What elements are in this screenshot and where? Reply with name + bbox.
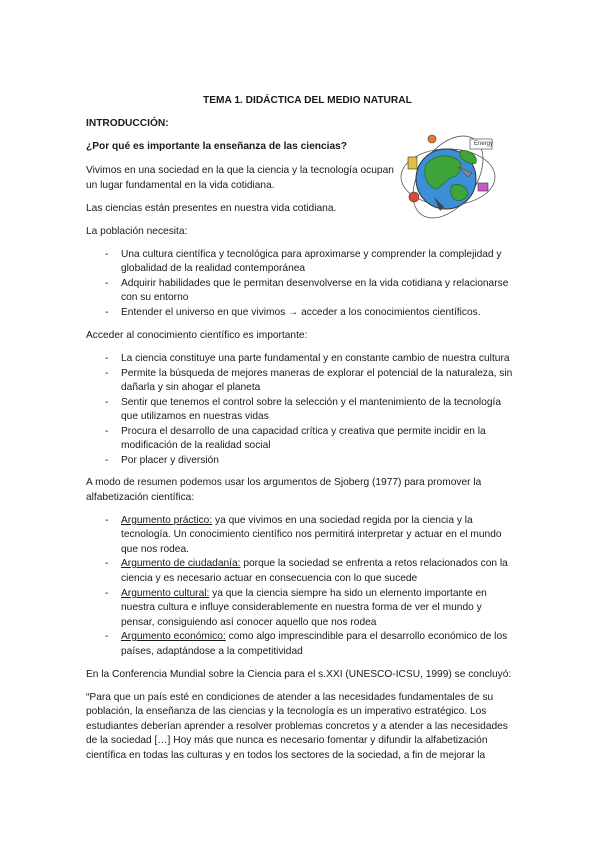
list-item: que nos rodea. <box>121 544 189 555</box>
list-bullet: - <box>105 278 109 289</box>
list-bullet: - <box>105 558 109 569</box>
list-bullet: - <box>105 249 109 260</box>
document-title: TEMA 1. DIDÁCTICA DEL MEDIO NATURAL <box>203 95 412 106</box>
paragraph: En la Conferencia Mundial sobre la Ciencia para el s.XXI (UNESCO-ICSU, 1999) se concluyó: <box>86 669 512 680</box>
list-item: modificación de la realidad social <box>121 440 271 451</box>
argument-term: Argumento práctico: <box>121 515 213 526</box>
list-item: con su entorno <box>121 292 189 303</box>
list-item: Entender el universo en que vivimos → acceder a los conocimientos científicos. <box>121 307 481 318</box>
list-item: dañarla y sin ahogar el planeta <box>121 382 261 393</box>
quote-line: de la sociedad […] Hoy más que nunca es necesario fomentar y difundir la alfabetización <box>86 735 488 746</box>
list-bullet: - <box>105 397 109 408</box>
list-item: Una cultura científica y tecnológica para aproximarse y comprender la complejidad y <box>121 249 502 260</box>
list-item: países, adaptándose a la competitividad <box>121 646 303 657</box>
paragraph: Las ciencias están presentes en nuestra vida cotidiana. <box>86 203 337 214</box>
paragraph-line: un lugar fundamental en la vida cotidiana. <box>86 180 275 191</box>
illustration-label: Energy <box>474 141 494 147</box>
list-bullet: - <box>105 515 109 526</box>
paragraph: La población necesita: <box>86 226 188 237</box>
list-item: nuestra cultura e influye considerablemente en nuestra forma de ver el mundo y <box>121 602 482 613</box>
quote-line: científica en todas las culturas y en todos los sectores de la sociedad, a fin de mejorar la <box>86 750 486 761</box>
quote-line: estudiantes deberían aprender a resolver problemas concretos y a atender a las necesidades <box>86 721 508 732</box>
argument-term: Argumento de ciudadanía: <box>121 558 241 569</box>
list-item: globalidad de la realidad contemporánea <box>121 263 306 274</box>
list-item: Sentir que tenemos el control sobre la selección y el mantenimiento de la tecnología <box>121 397 501 408</box>
argument-term: Argumento económico: <box>121 631 226 642</box>
list-bullet: - <box>105 353 109 364</box>
list-item: Permite la búsqueda de mejores maneras de explorar el potencial de la naturaleza, sin <box>121 368 513 379</box>
list-item: tecnología. Un conocimiento científico nos permitirá interpretar y actuar en el mundo <box>121 529 502 540</box>
list-bullet: - <box>105 455 109 466</box>
quote-line: “Para que un país esté en condiciones de atender a las necesidades fundamentales de su <box>86 692 494 703</box>
list-item: Por placer y diversión <box>121 455 219 466</box>
quote-line: población, la enseñanza de las ciencias y la tecnología es un imperativo estratégico. Los <box>86 706 487 717</box>
list-item: Procura el desarrollo de una capacidad crítica y creativa que permite incidir en la <box>121 426 486 437</box>
list-item: Argumento de ciudadanía: porque la sociedad se enfrenta a retos relacionados con la <box>121 558 508 569</box>
list-bullet: - <box>105 631 109 642</box>
argument-term: Argumento cultural: <box>121 588 210 599</box>
intro-heading: INTRODUCCIÓN: <box>86 118 169 129</box>
list-bullet: - <box>105 588 109 599</box>
list-bullet: - <box>105 368 109 379</box>
list-bullet: - <box>105 307 109 318</box>
paragraph-line: alfabetización científica: <box>86 492 195 503</box>
list-item: Argumento cultural: ya que la ciencia siempre ha sido un elemento importante en <box>121 588 487 599</box>
list-item: ciencia y es necesario actuar en consecuencia con lo que sucede <box>121 573 418 584</box>
list-item: que utilizamos en nuestras vidas <box>121 411 269 422</box>
list-item: Argumento económico: como algo imprescindible para el desarrollo económico de los <box>121 631 508 642</box>
list-item: La ciencia constituye una parte fundamental y en constante cambio de nuestra cultura <box>121 353 510 364</box>
list-item: pensar, consiguiendo así conocer aquello que nos rodea <box>121 617 377 628</box>
list-bullet: - <box>105 426 109 437</box>
question-heading: ¿Por qué es importante la enseñanza de las ciencias? <box>86 141 348 152</box>
paragraph-line: Vivimos en una sociedad en la que la ciencia y la tecnología ocupan <box>86 165 394 176</box>
list-item: Adquirir habilidades que le permitan desenvolverse en la vida cotidiana y relacionarse <box>121 278 509 289</box>
paragraph: Acceder al conocimiento científico es importante: <box>86 330 308 341</box>
paragraph-line: A modo de resumen podemos usar los argumentos de Sjoberg (1977) para promover la <box>86 477 482 488</box>
globe-science-illustration <box>398 127 498 223</box>
list-item: Argumento práctico: ya que vivimos en una sociedad regida por la ciencia y la <box>121 515 473 526</box>
